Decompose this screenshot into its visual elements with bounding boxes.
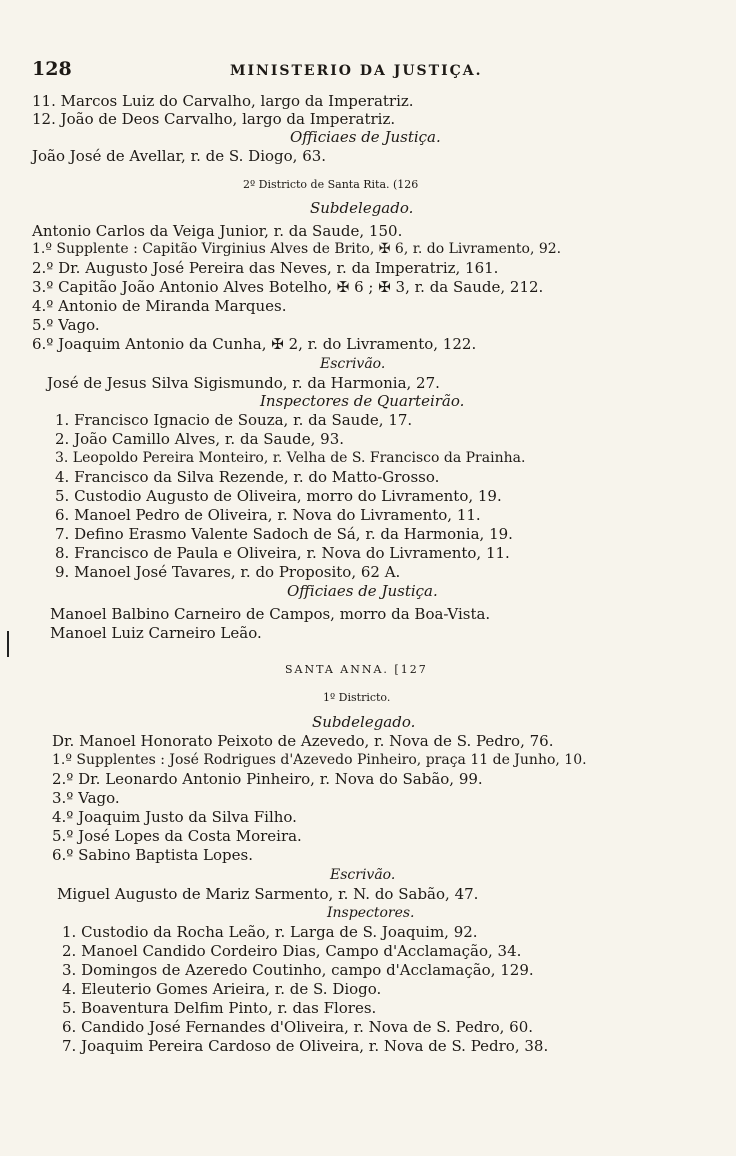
list-item: 2.º Dr. Leonardo Antonio Pinheiro, r. Nova do Sabão, 99. (52, 770, 483, 788)
list-item: 1. Francisco Ignacio de Souza, r. da Saude, 17. (55, 411, 413, 429)
section-heading: Inspectores. (327, 905, 415, 921)
list-item: 5. Boaventura Delfim Pinto, r. das Flores. (62, 999, 377, 1017)
list-item: 9. Manoel José Tavares, r. do Proposito, 62 A. (55, 563, 401, 581)
section-heading: Subdelegado. (310, 199, 414, 217)
list-item: 2. Manoel Candido Cordeiro Dias, Campo d'Acclamação, 34. (62, 942, 522, 960)
list-item: 6.º Joaquim Antonio da Cunha, ✠ 2, r. do Livramento, 122. (32, 335, 477, 353)
list-item: 11. Marcos Luiz do Carvalho, largo da Imperatriz. (32, 92, 414, 110)
page-number: 128 (32, 58, 72, 80)
list-item: 3.º Capitão João Antonio Alves Botelho, ✠ 6 ; ✠ 3, r. da Saude, 212. (32, 278, 544, 296)
section-heading: Officiaes de Justiça. (290, 128, 441, 146)
list-item: 1. Custodio da Rocha Leão, r. Larga de S. Joaquim, 92. (62, 923, 478, 941)
list-item: 4.º Joaquim Justo da Silva Filho. (52, 808, 297, 826)
section-heading: Officiaes de Justiça. (287, 582, 438, 600)
list-item: 1.º Supplentes : José Rodrigues d'Azevedo Pinheiro, praça 11 de Junho, 10. (52, 752, 587, 768)
section-heading: Inspectores de Quarteirão. (260, 392, 465, 410)
list-item: 6.º Sabino Baptista Lopes. (52, 846, 253, 864)
list-item: 4. Francisco da Silva Rezende, r. do Matto-Grosso. (55, 468, 440, 486)
list-item: 3. Leopoldo Pereira Monteiro, r. Velha de S. Francisco da Prainha. (55, 450, 526, 466)
list-item: 7. Joaquim Pereira Cardoso de Oliveira, r. Nova de S. Pedro, 38. (62, 1037, 549, 1055)
list-item: 2.º Dr. Augusto José Pereira das Neves, r. da Imperatriz, 161. (32, 259, 499, 277)
list-item: 6. Candido José Fernandes d'Oliveira, r. Nova de S. Pedro, 60. (62, 1018, 534, 1036)
list-item: Manoel Balbino Carneiro de Campos, morro da Boa-Vista. (50, 605, 491, 623)
list-item: 5.º José Lopes da Costa Moreira. (52, 827, 302, 845)
list-item: 6. Manoel Pedro de Oliveira, r. Nova do Livramento, 11. (55, 506, 481, 524)
section-heading: Subdelegado. (312, 713, 416, 731)
list-item: 5. Custodio Augusto de Oliveira, morro do Livramento, 19. (55, 487, 502, 505)
district-heading: 1º Districto. (323, 691, 391, 704)
margin-mark (7, 631, 9, 657)
section-heading: Escrivão. (330, 867, 396, 883)
running-header: MINISTERIO DA JUSTIÇA. (230, 63, 483, 79)
list-item: 3. Domingos de Azeredo Coutinho, campo d'Acclamação, 129. (62, 961, 534, 979)
list-item: 1.º Supplente : Capitão Virginius Alves de Brito, ✠ 6, r. do Livramento, 92. (32, 241, 562, 257)
section-heading: Escrivão. (320, 356, 386, 372)
list-item: João José de Avellar, r. de S. Diogo, 63. (32, 147, 327, 165)
list-item: Dr. Manoel Honorato Peixoto de Azevedo, r. Nova de S. Pedro, 76. (52, 732, 554, 750)
section-title: SANTA ANNA. [127 (285, 663, 428, 676)
list-item: 3.º Vago. (52, 789, 120, 807)
list-item: 8. Francisco de Paula e Oliveira, r. Nova do Livramento, 11. (55, 544, 510, 562)
list-item: 7. Defino Erasmo Valente Sadoch de Sá, r. da Harmonia, 19. (55, 525, 513, 543)
district-heading: 2º Districto de Santa Rita. (126 (243, 178, 419, 191)
list-item: José de Jesus Silva Sigismundo, r. da Harmonia, 27. (47, 374, 440, 392)
list-item: 4.º Antonio de Miranda Marques. (32, 297, 287, 315)
list-item: 12. João de Deos Carvalho, largo da Imperatriz. (32, 110, 396, 128)
list-item: 4. Eleuterio Gomes Arieira, r. de S. Diogo. (62, 980, 382, 998)
list-item: Miguel Augusto de Mariz Sarmento, r. N. do Sabão, 47. (57, 885, 479, 903)
list-item: Antonio Carlos da Veiga Junior, r. da Saude, 150. (32, 222, 403, 240)
list-item: 2. João Camillo Alves, r. da Saude, 93. (55, 430, 345, 448)
list-item: 5.º Vago. (32, 316, 100, 334)
list-item: Manoel Luiz Carneiro Leão. (50, 624, 262, 642)
